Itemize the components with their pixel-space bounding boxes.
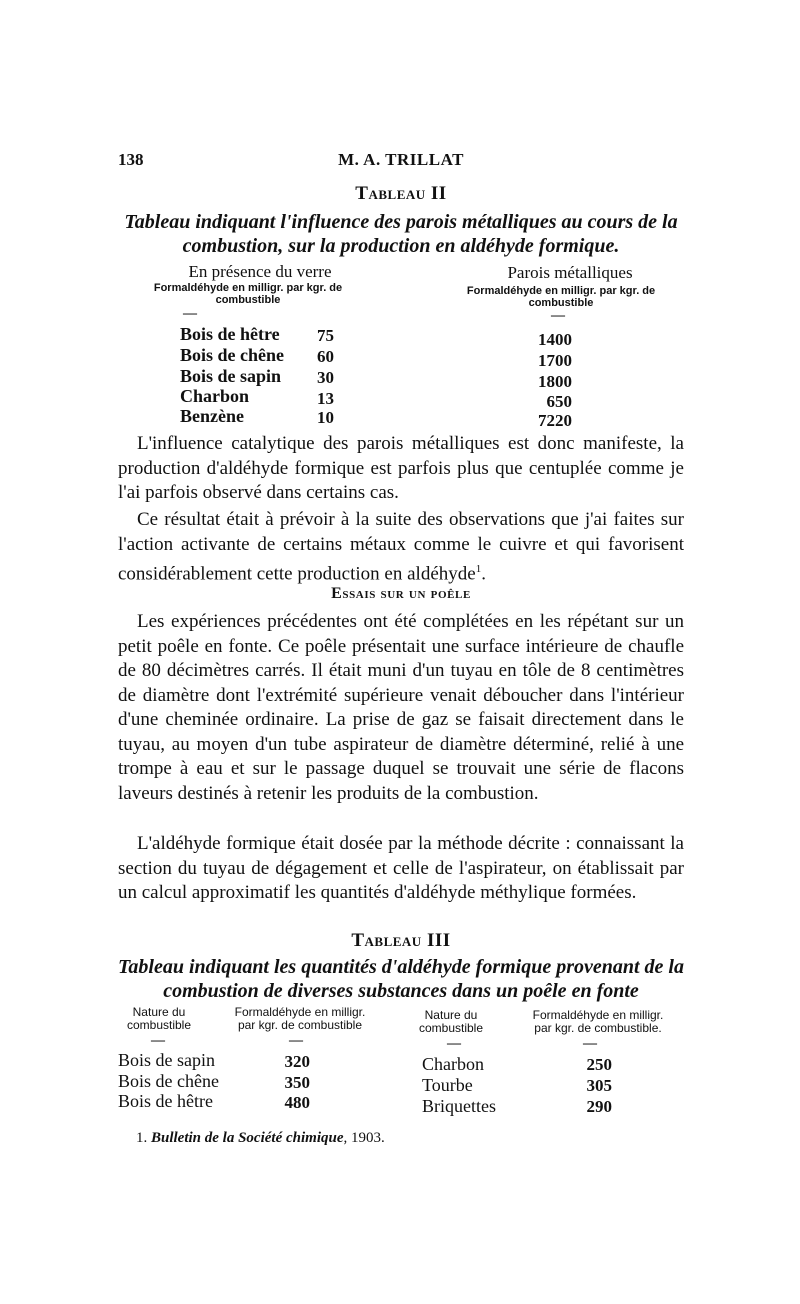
table3-left-label: Bois de hêtre xyxy=(118,1091,213,1111)
paragraph-metals-text: Ce résultat était à prévoir à la suite des observations que j'ai faites sur l'action activante de certains métaux comme le cuivre et qui favorisent considérablement cette production en aldéhyde xyxy=(118,509,684,585)
table3-heading: Tableau III xyxy=(351,930,451,951)
table3-right-label: Charbon xyxy=(422,1054,484,1074)
table2-left-dash: — xyxy=(183,306,197,321)
table3-dash: — xyxy=(583,1036,597,1051)
paragraph-stove-experiments: Les expériences précédentes ont été complétées en les répétant sur un petit poêle en fonte. Ce poêle présentait une surface intérieure de chaufle de 80 décimètres carrés. Il était muni d'un tuyau en tôle de 8 centimètres de diamètre dont l'extrémité supérieure venait déboucher dans l'intérieur d'une cheminée ordinaire. La prise de gaz se faisait directement dans le tuyau, au moyen d'un tube aspirateur de diamètre déterminé, relié à une trompe à eau et sur le passage duquel se trouvait une série de flacons laveurs destinés à retenir les produits de la combustion. xyxy=(118,611,684,804)
table2-row-label: Bois de hêtre xyxy=(180,324,280,344)
table2-left-group-sub: Formaldéhyde en milligr. par kgr. de combustible xyxy=(153,282,343,306)
table3-left-label: Bois de chêne xyxy=(118,1071,219,1091)
table2-row-metal: 1800 xyxy=(538,372,572,391)
table2-row-metal: 7220 xyxy=(538,411,572,430)
table2-row-metal: 1700 xyxy=(538,351,572,370)
paragraph-metals-result xyxy=(118,508,684,587)
table2-left-group-title: En présence du verre xyxy=(188,262,332,281)
table2-row-glass: 30 xyxy=(317,368,334,387)
table2-row-metal: 650 xyxy=(546,392,572,411)
footnote xyxy=(136,1130,385,1147)
footnote-journal: Bulletin de la Société chimique xyxy=(151,1130,344,1146)
table3-right-label: Briquettes xyxy=(422,1096,496,1116)
table3-right-label: Tourbe xyxy=(422,1075,473,1095)
section-heading-stove-tests: Essais sur un poêle xyxy=(331,585,471,602)
table3-right-value: 250 xyxy=(586,1055,612,1074)
table3-left-label: Bois de sapin xyxy=(118,1050,215,1070)
table3-caption: Tableau indiquant les quantités d'aldéhyde formique provenant de la combustion de diverses substances dans un poêle en fonte xyxy=(118,956,684,1002)
table2-row-label: Benzène xyxy=(180,406,244,426)
paragraph-dosage-method: L'aldéhyde formique était dosée par la méthode décrite : connaissant la section du tuyau de dégagement et celle de l'aspirateur, on établissait par un calcul approximatif les quantités d'aldéhyde méthylique formées. xyxy=(118,833,684,903)
running-title: M. A. TRILLAT xyxy=(338,150,464,169)
table2-row-label: Bois de sapin xyxy=(180,366,282,386)
table3-header-fuel-left: Nature du combustible xyxy=(126,1005,192,1032)
paragraph-metals-end: . xyxy=(481,563,486,585)
table3-header-formaldehyde-left: Formaldéhyde en milligr. par kgr. de combustible xyxy=(234,1005,366,1032)
table2-row-metal: 1400 xyxy=(538,330,572,349)
table2-right-group-title: Parois métalliques xyxy=(507,263,633,282)
table3-left-value: 320 xyxy=(284,1052,310,1071)
table3-left-value: 480 xyxy=(284,1093,310,1112)
footnote-reference: 1 xyxy=(475,563,482,575)
table2-right-dash: — xyxy=(551,308,565,323)
table3-header-formaldehyde-right: Formaldéhyde en milligr. par kgr. de combustible. xyxy=(532,1008,664,1035)
table3-dash: — xyxy=(289,1033,303,1048)
table2-row-glass: 10 xyxy=(317,408,334,427)
table3-right-value: 305 xyxy=(586,1076,612,1095)
table2-row-glass: 13 xyxy=(317,389,334,408)
table2-row-label: Charbon xyxy=(180,386,250,406)
table2-heading: Tableau II xyxy=(355,183,447,204)
table3-left-value: 350 xyxy=(284,1073,310,1092)
table2-right-group-sub: Formaldéhyde en milligr. par kgr. de combustible xyxy=(466,285,656,309)
table3-right-value: 290 xyxy=(586,1097,612,1116)
footnote-year: , 1903. xyxy=(343,1130,385,1146)
footnote-number: 1. xyxy=(136,1130,148,1146)
table2-row-glass: 60 xyxy=(317,347,334,366)
table3-header-fuel-right: Nature du combustible xyxy=(418,1008,484,1035)
running-head xyxy=(118,150,684,174)
page-number: 138 xyxy=(118,150,144,169)
table3-dash: — xyxy=(151,1033,165,1048)
table2-caption: Tableau indiquant l'influence des parois métalliques au cours de la combustion, sur la production en aldéhyde formique. xyxy=(124,211,678,257)
table2-row-glass: 75 xyxy=(317,326,334,345)
paragraph-catalytic-influence: L'influence catalytique des parois métalliques est donc manifeste, la production d'aldéhyde formique est parfois plus que centuplée comme je l'ai parfois observé dans certains cas. xyxy=(118,433,684,503)
table3-dash: — xyxy=(447,1036,461,1051)
table2-row-label: Bois de chêne xyxy=(180,345,285,365)
